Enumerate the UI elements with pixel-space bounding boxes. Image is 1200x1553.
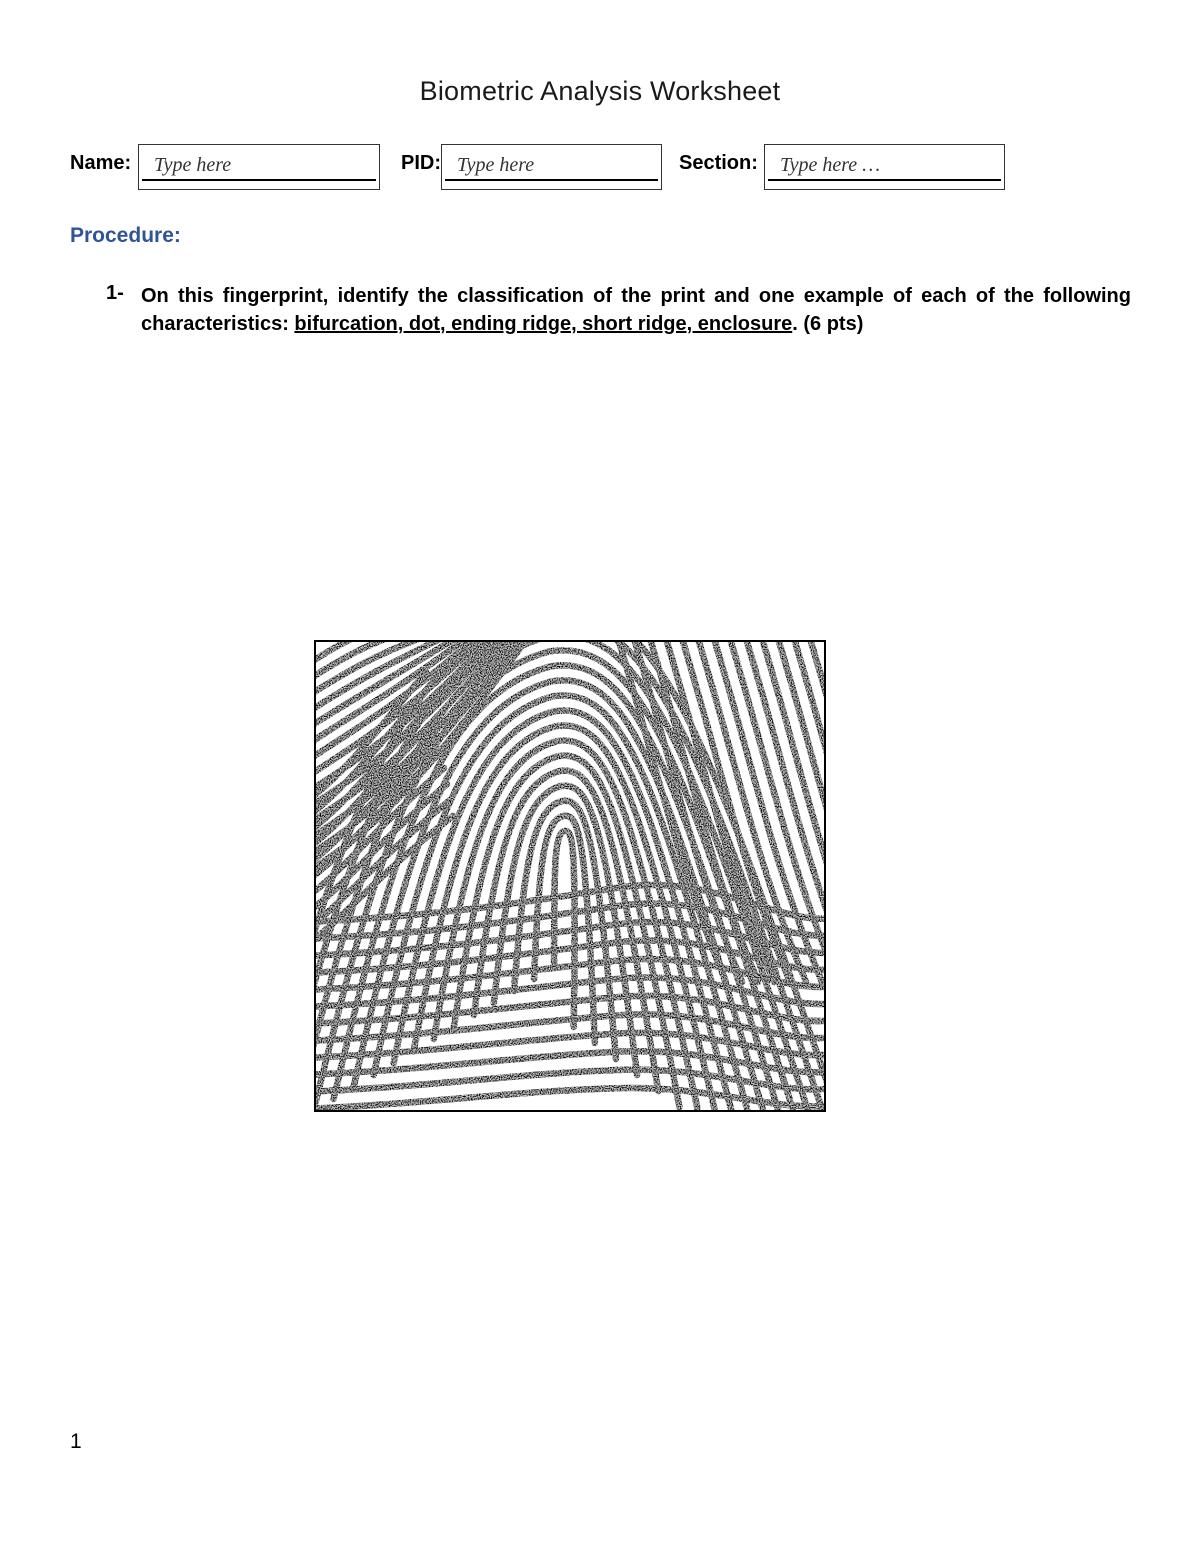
fingerprint-icon [316, 642, 824, 1110]
name-input[interactable] [142, 151, 376, 181]
pid-field-box [441, 144, 662, 190]
fingerprint-image [314, 640, 826, 1112]
question-text-before: On this fingerprint, identify the classification of the print and one example of each of the following characteristics: [141, 285, 1131, 335]
pid-input[interactable] [445, 151, 658, 181]
question-points: . (6 pts) [792, 313, 864, 335]
section-label: Section: [679, 152, 758, 174]
procedure-heading: Procedure: [70, 224, 181, 247]
name-field-box [138, 144, 380, 190]
name-label: Name: [70, 152, 132, 174]
question-characteristics: bifurcation, dot, ending ridge, short ridge, enclosure [294, 313, 793, 335]
section-field-box [764, 144, 1005, 190]
page-number: 1 [70, 1430, 82, 1453]
question-text [141, 282, 1131, 338]
question-number: 1- [106, 282, 124, 304]
pid-label: PID: [401, 152, 441, 174]
section-input[interactable] [768, 151, 1001, 181]
page-title: Biometric Analysis Worksheet [419, 76, 781, 106]
